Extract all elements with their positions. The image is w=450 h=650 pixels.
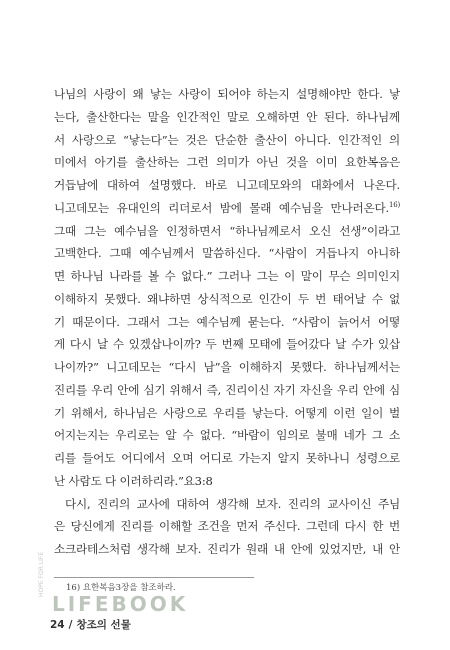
body-line: 기 위해서, 하나님은 사랑으로 우리를 낳는다. 어떻게 이런 일이 벌	[54, 405, 400, 420]
body-line-text: 니고데모는 유대인의 리더로서 밤에 몰래 예수님을 만나러온다.	[54, 200, 389, 215]
page-footer	[50, 617, 131, 632]
body-line: 면 하나님 나라를 볼 수 없다.” 그러나 그는 이 말이 무슨 의미인지	[54, 269, 400, 283]
body-line: 기 때문이다. 그래서 그는 예수님께 묻는다. “사람이 늙어서 어떻	[54, 314, 400, 329]
folio-separator: /	[68, 619, 73, 631]
body-line-with-footnote	[54, 197, 400, 220]
body-line: 나이까?” 니고데모는 “다시 남”을 이해하지 못했다. 하나님께서는	[54, 360, 400, 374]
body-line: 은 당신에게 진리를 이해할 조건을 먼저 주신다. 그런데 다시 한 번	[54, 519, 400, 534]
body-line: 서 사랑으로 “낳는다”는 것은 단순한 출산이 아니다. 인간적인 의	[54, 132, 400, 147]
body-line: 미에서 아기를 출산하는 그런 의미가 아닌 것을 이미 요한복음은	[54, 155, 400, 170]
page-number: 24	[50, 619, 65, 631]
footnote-text: 16) 요한복음3장을 참조하라.	[66, 583, 176, 593]
body-line: 리를 들어도 어디에서 오며 어디로 가는지 알지 못하나니 성령으로	[54, 451, 400, 465]
logo-tagline: HOPE FOR LIFE	[38, 551, 45, 597]
body-line: 진리를 우리 안에 심기 위해서 즉, 진리이신 자기 자신을 우리 안에 심	[54, 382, 400, 397]
body-line: 는다, 출산한다는 말을 인간적인 말로 오해하면 안 된다. 하나님께	[54, 109, 400, 124]
body-line: 고백한다. 그때 예수님께서 말씀하신다. “사람이 거듭나지 아니하	[54, 246, 400, 261]
book-title: 창조의 선물	[76, 619, 131, 631]
lifebook-logo: LIFEBOOK	[52, 592, 189, 616]
body-line: 이해하지 못했다. 왜냐하면 상식적으로 인간이 두 번 태어날 수 없	[54, 291, 400, 306]
body-line: 나님의 사랑이 왜 낳는 사랑이 되어야 하는지 설명해야만 한다. 낳	[54, 87, 400, 101]
body-text	[54, 83, 400, 561]
body-line: 어지는지는 우리로는 알 수 없다. “바람이 임의로 불매 네가 그 소	[54, 428, 400, 443]
body-line-paragraph-end: 난 사람도 다 이러하리라.”요3:8	[54, 473, 213, 488]
footnote-divider	[54, 577, 254, 578]
body-line-paragraph-start: 다시, 진리의 교사에 대하여 생각해 보자. 진리의 교사이신 주님	[65, 496, 400, 511]
body-line: 거듭남에 대하여 설명했다. 바로 니고데모와의 대화에서 나온다.	[54, 178, 400, 192]
body-line: 그때 그는 예수님을 인정하면서 “하나님께로서 오신 선생”이라고	[54, 223, 400, 238]
footnote-marker: 16)	[388, 200, 400, 209]
body-line: 소크라테스처럼 생각해 보자. 진리가 원래 내 안에 있었지만, 내 안	[54, 542, 400, 556]
body-line: 게 다시 날 수 있겠삽나이까? 두 번째 모태에 들어갔다 날 수가 있삽	[54, 337, 400, 352]
